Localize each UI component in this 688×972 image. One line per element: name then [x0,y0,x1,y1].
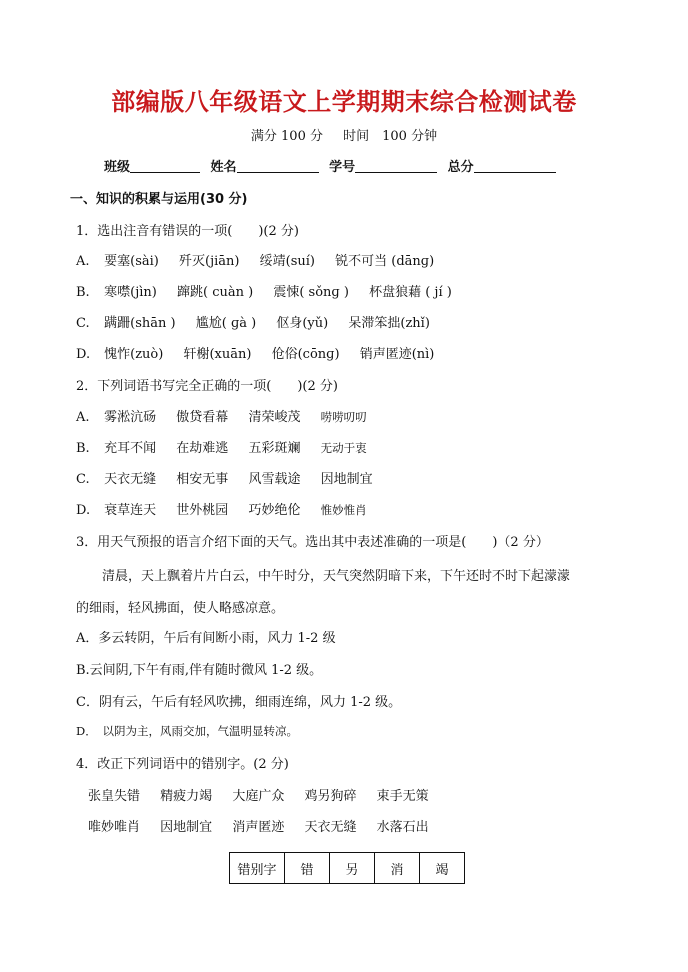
option-word: 呆滞笨拙(zhǐ) [348,316,430,331]
name-blank[interactable] [237,158,319,173]
option-word: 伧俗(cōnɡ) [271,347,340,362]
option-word: 锐不可当 (dānɡ) [335,254,435,269]
q1-option-d[interactable] [76,343,450,362]
q1-option-b[interactable] [76,281,468,300]
q4-word: 鸡另狗碎 [304,789,357,804]
option-word: 风雪载途 [248,472,301,487]
class-label: 班级 [104,160,131,175]
q4-word: 精疲力竭 [160,789,213,804]
table-cell: 消 [375,853,420,884]
class-blank[interactable] [130,158,200,173]
q1-option-a[interactable] [76,250,450,269]
question-2-stem: 2．下列词语书写完全正确的一项( )(2 分) [76,379,338,394]
q4-word: 水落石出 [376,820,429,835]
option-word: 在劫难逃 [176,441,229,456]
table-cell: 错 [285,853,330,884]
total-score: 满分 100 分 [250,129,323,144]
option-word: 轩榭(xuān) [183,347,252,362]
option-label: A. [76,254,90,269]
option-label: B. [76,441,90,456]
q4-word: 消声匿迹 [232,820,285,835]
q3-option-c[interactable]: C．阴有云，午后有轻风吹拂，细雨连绵，风力 1-2 级。 [76,695,402,710]
option-word: 杯盘狼藉 ( jí ) [369,285,452,300]
q3-option-d[interactable]: D． 以阴为主，风雨交加，气温明显转凉。 [76,724,298,738]
option-word: 充耳不闻 [104,441,157,456]
option-label: D. [76,503,91,518]
question-4-stem: 4．改正下列词语中的错别字。(2 分) [76,757,289,772]
option-word: 因地制宜 [320,472,373,487]
exam-meta [0,125,688,144]
q4-word-row-2 [88,816,445,835]
option-word: 销声匿迹(nì) [359,347,435,362]
option-word: 寒噤(jìn) [104,285,157,300]
number-blank[interactable] [355,158,437,173]
table-header-cell: 错别字 [230,853,285,884]
q3-option-b[interactable]: B.云间阴,下午有雨,伴有随时微风 1-2 级。 [76,663,323,678]
option-word: 傲贷看幕 [176,410,229,425]
option-word: 蹒跚(shān ) [104,316,176,331]
option-label: D. [76,347,91,362]
option-label: B. [76,285,90,300]
exam-time: 时间 100 分钟 [343,129,438,144]
option-label: C. [76,316,90,331]
section-heading: 一、知识的积累与运用(30 分) [70,192,248,207]
q2-option-a[interactable] [76,406,383,425]
q4-word: 唯妙唯肖 [88,820,141,835]
q4-word: 束手无策 [376,789,429,804]
option-word: 巧妙绝伦 [248,503,301,518]
table-cell: 另 [330,853,375,884]
option-word: 尴尬( ɡà ) [195,316,257,331]
option-label: C. [76,472,90,487]
q1-option-c[interactable] [76,312,446,331]
table-cell: 竭 [420,853,465,884]
q3-option-a[interactable]: A．多云转阴，午后有间断小雨，风力 1-2 级 [76,631,336,646]
option-word: 伛身(yǔ) [276,316,329,331]
q3-passage-line-1: 清晨，天上飘着片片白云，中午时分，天气突然阴暗下来，下午还时不时下起濛濛 [102,569,571,584]
option-word: 愧怍(zuò) [104,347,164,362]
option-word: 衰草连天 [104,503,157,518]
table-row [230,853,465,884]
option-word: 震悚( sǒnɡ ) [273,285,349,300]
name-label: 姓名 [210,160,237,175]
page-title: 部编版八年级语文上学期期末综合检测试卷 [111,88,577,116]
q3-passage-line-2: 的细雨，轻风拂面，使人略感凉意。 [76,601,285,616]
option-word: 天衣无缝 [104,472,157,487]
q2-option-c[interactable] [76,468,389,487]
option-word: 雾淞沆砀 [104,410,157,425]
option-word: 无动于衷 [320,441,367,455]
option-label: A. [76,410,90,425]
student-info [104,156,562,175]
option-word: 世外桃园 [176,503,229,518]
q4-word: 大庭广众 [232,789,285,804]
option-word: 唠唠叨叨 [320,410,367,424]
q4-word-row-1 [88,785,445,804]
q2-option-d[interactable] [76,499,383,518]
total-label: 总分 [447,160,474,175]
option-word: 蹿跳( cuàn ) [177,285,254,300]
q2-option-b[interactable] [76,437,383,456]
number-label: 学号 [329,160,356,175]
total-blank[interactable] [474,158,556,173]
q4-word: 张皇失错 [88,789,141,804]
option-word: 惟妙惟肖 [320,503,367,517]
q4-word: 因地制宜 [160,820,213,835]
option-word: 要塞(sài) [104,254,159,269]
option-word: 清荣峻茂 [248,410,301,425]
correction-table [229,852,465,884]
option-word: 相安无事 [176,472,229,487]
question-1-stem: 1．选出注音有错误的一项( )(2 分) [76,224,299,239]
option-word: 五彩斑斓 [248,441,301,456]
option-word: 歼灭(jiān) [179,254,240,269]
option-word: 绥靖(suí) [259,254,315,269]
q4-word: 天衣无缝 [304,820,357,835]
question-3-stem: 3．用天气预报的语言介绍下面的天气。选出其中表述准确的一项是( )（2 分） [76,535,549,550]
